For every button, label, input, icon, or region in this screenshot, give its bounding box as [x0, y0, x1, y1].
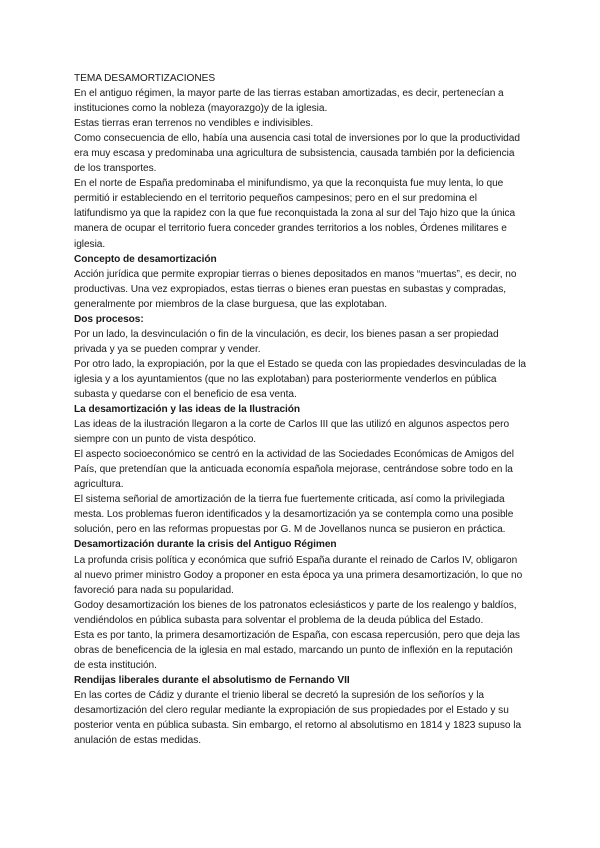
intro-paragraph: En el antiguo régimen, la mayor parte de las tierras estaban amortizadas, es decir, pertenecían a instituciones como la nobleza (mayorazgo)y de la iglesia.: [74, 88, 504, 115]
document-title: TEMA DESAMORTIZACIONES: [74, 73, 216, 84]
section-heading-concepto: Concepto de desamortización: [74, 253, 217, 265]
intro-paragraph: Como consecuencia de ello, había una ausencia casi total de inversiones por lo que la productividad era muy escasa y predominaba una agricultura de subsistencia, causada también por la deficiencia de los transportes.: [74, 133, 520, 175]
section-paragraph: La profunda crisis política y económica que sufrió España durante el reinado de Carlos IV, obligaron al nuevo primer ministro Godoy a proponer en esta época ya una primera desamortización, lo que no favoreció para nada su popularidad.: [74, 554, 523, 596]
section-paragraph: El sistema señorial de amortización de la tierra fue fuertemente criticada, así como la privilegiada mesta. Los problemas fueron identificados y la desamortización ya se contempla como una posible solución, pero en las reformas propuestas por G. M de Jovellanos nunca se pusieron en práctica.: [74, 494, 514, 536]
section-heading-rendijas-liberales: Rendijas liberales durante el absolutismo de Fernando VII: [74, 674, 350, 686]
section-paragraph: El aspecto socioeconómico se centró en la actividad de las Sociedades Económicas de Amigos del País, que pretendían que la anticuada economía española mejorase, centrándose sobre todo en la agricultura.: [74, 449, 514, 491]
section-heading-crisis-antiguo-regimen: Desamortización durante la crisis del Antiguo Régimen: [74, 539, 337, 551]
section-paragraph: Godoy desamortización los bienes de los patronatos eclesiásticos y parte de los realengo y baldíos, vendiéndolos en pública subasta para solventar el problema de la deuda pública del Estado.: [74, 599, 517, 626]
intro-paragraph: En el norte de España predominaba el minifundismo, ya que la reconquista fue muy lenta, lo que permitió ir estableciendo en el territorio pequeños campesinos; pero en el sur predomina el latifundismo ya que la rapidez con la que fue reconquistada la zona al sur del Tajo hizo que la única manera de ocupar el territorio fuera conceder grandes territorios a los nobles, Órdenes militares e iglesia.: [74, 178, 516, 250]
section-paragraph: Por otro lado, la expropiación, por la que el Estado se queda con las propiedades desvinculadas de la iglesia y a los ayuntamientos (que no las explotaban) para posteriormente venderlos en pública subasta y quedarse con el beneficio de esa venta.: [74, 358, 527, 400]
section-paragraph: Por un lado, la desvinculación o fin de la vinculación, es decir, los bienes pasan a ser propiedad privada y ya se pueden comprar y vender.: [74, 328, 499, 355]
section-heading-ilustracion: La desamortización y las ideas de la Ilustración: [74, 404, 301, 416]
section-paragraph: Acción jurídica que permite expropiar tierras o bienes depositados en manos “muertas”, es decir, no productivas. Una vez expropiados, estas tierras o bienes eran puestas en subastas y compradas, generalmente por miembros de la clase burguesa, que las explotaban.: [74, 268, 517, 310]
section-paragraph: En las cortes de Cádiz y durante el trienio liberal se decretó la supresión de los señoríos y la desamortización del clero regular mediante la expropiación de sus propiedades por el Estado y su posterior venta en pública subasta. Sin embargo, el retorno al absolutismo en 1814 y 1823 supuso la anulación de estas medidas.: [74, 689, 522, 747]
document-body: [74, 71, 526, 748]
section-paragraph: Esta es por tanto, la primera desamortización de España, con escasa repercusión, pero que deja las obras de beneficencia de la iglesia en mal estado, marcando un punto de inflexión en la reputación de esta institución.: [74, 629, 520, 671]
section-paragraph: Las ideas de la ilustración llegaron a la corte de Carlos III que las utilizó en algunos aspectos pero siempre con un punto de vista despótico.: [74, 419, 510, 446]
section-heading-dos-procesos: Dos procesos:: [74, 313, 144, 325]
intro-paragraph: Estas tierras eran terrenos no vendibles e indivisibles.: [74, 118, 314, 130]
